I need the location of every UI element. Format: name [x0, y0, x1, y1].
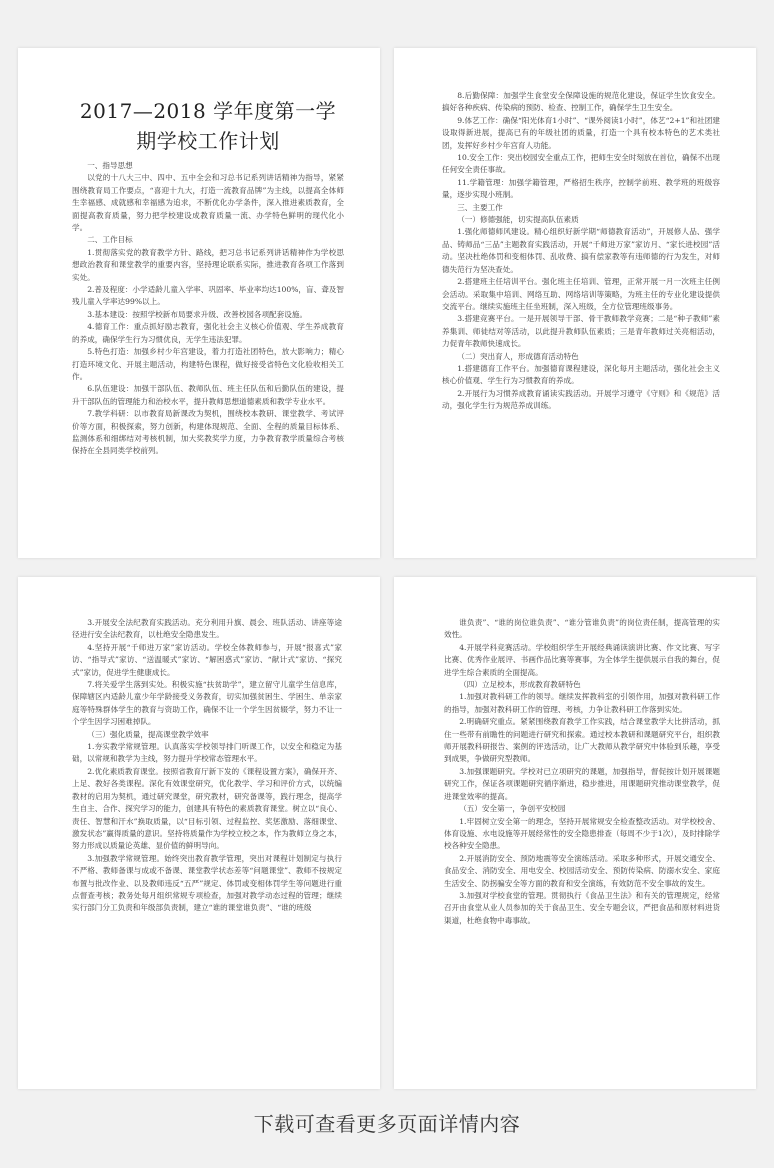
page-body: [444, 617, 720, 927]
paragraph: 1.搭建德育工作平台。加强德育课程建设，深化每月主题活动，强化社会主义核心价值观、学生行为习惯教育的养成。: [442, 363, 720, 386]
paragraph: 11.学籍管理：加强学籍管理，严格招生秩序，控制学前班、教学班的班级容量，逐步实现小班制。: [442, 177, 720, 200]
paragraph: 谁负责”、“谁的岗位谁负责”、“谁分管谁负责”的岗位责任制，提高管理的实效性。: [444, 618, 720, 640]
paragraph: 3.加强教学常规管理。始终突出教育教学管理，突出对课程计划制定与执行不严格、教师备课与成或不备课、课堂教学状态差等“问题课堂”、教师不按规定布置与批改作业、以及教师违反“五严”规定、体罚或变相体罚学生等问题进行重点督查考核；教务处每月组织常规专项检查，加强对教学动态过程的管理；继续实行部门分工负责和年级部负责制，建立“谁的课堂谁负责”、“谁的班级: [72, 853, 342, 913]
paragraph: 2.普及程度：小学适龄儿童入学率、巩固率、毕业率均达100%，盲、聋及智残儿童入学率达99%以上。: [72, 285, 344, 307]
document-title: [72, 96, 344, 156]
paragraph: 3.加强对学校食堂的管理。贯彻执行《食品卫生法》和有关的管理规定，经常召开由食堂从业人员参加的关于食品卫生、安全专题会议，严把食品和原材料进货渠道，杜绝食物中毒事故。: [444, 890, 720, 925]
document-title-line-1: 2017—2018 学年度第一学: [79, 99, 337, 123]
paragraph: 2.开展消防安全、预防地震等安全演练活动。采取多种形式，开展交通安全、食品安全、消防安全、用电安全、校园活动安全、预防传染病、防溺水安全、家庭生活安全、防拐骗安全等方面的教育和安全演练，有效防范不安全事故的发生。: [444, 853, 720, 888]
document-page-3: [18, 577, 380, 1089]
paragraph: （四）立足校本，形成教育教研特色: [459, 680, 581, 690]
paragraph: （三）强化质量，提高课堂教学效率: [87, 729, 209, 739]
paragraph: 5.特色打造：加强乡村少年宫建设，着力打造社团特色，放大影响力；精心打造环境文化、开展主题活动，构建特色课程，做好接受省特色文化验收相关工作。: [72, 347, 344, 381]
paragraph: 4.开展学科竞赛活动。学校组织学生开展经典诵读演讲比赛、作文比赛、写字比赛、优秀作业展评、书画作品比赛等赛事，为全体学生提供展示自我的舞台，促进学生综合素质的全面提高。: [444, 642, 720, 677]
paragraph: 3.基本建设：按照学校新布局要求升级、改善校园各项配套设施。: [87, 309, 308, 319]
paragraph: 1.牢固树立安全第一的理念，坚持开展常规安全检查整改活动。对学校校舍、体育设施、水电设施等开展经常性的安全隐患排查（每周不少于1次），及时排除学校各种安全隐患。: [444, 816, 720, 851]
paragraph: 2.开展行为习惯养成教育诵读实践活动。开展学习遵守《守则》和《规范》活动，强化学生行为规范养成训练。: [442, 388, 720, 411]
paragraph: 以党的十八大三中、四中、五中全会和习总书记系列讲话精神为指导，紧紧围绕教育局工作要点，“喜迎十九大，打造一流教育品牌”为主线，以提高全体师生幸福感、成就感和幸福感为追求，不断优化办学条件，深入推进素质教育，全面提高教育质量，努力把学校建设成教育质量一流、办学特色鲜明的现代化小学。: [72, 173, 344, 233]
paragraph: 三、主要工作: [457, 202, 503, 212]
page-body: [442, 90, 720, 413]
paragraph: 1.贯彻落实党的教育教学方针、路线，把习总书记系列讲话精神作为学校思想政治教育和课堂教学的重要内容，坚持理论联系实际，推进教育各项工作落到实处。: [72, 247, 344, 282]
document-title-line-2: 期学校工作计划: [136, 129, 280, 153]
paragraph: 8.后勤保障：加强学生食堂安全保障设施的规范化建设，保证学生饮食安全。搞好各种疾病、传染病的预防、检查、控制工作，确保学生卫生安全。: [442, 91, 720, 113]
paragraph: 3.加强课题研究。学校对已立项研究的课题，加强指导，督促按计划开展课题研究工作，保证各项课题研究循序渐进，稳步推进，用课题研究推动课堂教学，促进课堂效率的提高。: [444, 766, 720, 801]
paragraph: 7.将关爱学生落到实处。积极实施“扶贫助学”，建立留守儿童学生信息库，保障辖区内适龄儿童少年学龄接受义务教育，切实加强贫困生、学困生、单亲家庭等特殊群体学生的教育与资助工作，确保不让一个学生因贫辍学，努力不让一个学生因学习困难掉队。: [72, 680, 342, 727]
paragraph: 1.加强对教科研工作的领导。继续发挥教科室的引领作用，加强对教科研工作的指导，加强对教科研工作的管理、考核，力争让教科研工作落到实处。: [444, 692, 720, 714]
page-body: [72, 617, 342, 915]
document-page-4: [394, 577, 756, 1089]
paragraph: 一、指导思想: [87, 161, 133, 170]
paragraph: 1.夯实教学常规管理。认真落实学校领导排门听课工作，以安全和稳定为基础，以常规和教学为主线，努力提升学校常态管理水平。: [72, 742, 342, 764]
document-page-1: [18, 48, 380, 558]
paragraph: 2.明确研究重点。紧紧围绕教育教学工作实践，结合课堂教学大比拼活动，抓住一些带有前瞻性的问题进行研究和探索。通过校本教研和课题研究平台，组织教师开展教科研报告、案例的评选活动，让广大教师从教学研究中体验到乐趣，享受到成果，争做研究型教师。: [444, 717, 720, 764]
paragraph: 3.开展安全法纪教育实践活动。充分利用升旗、晨会、班队活动、讲座等途径进行安全法纪教育，以杜绝安全隐患发生。: [72, 618, 342, 640]
paragraph: 二、工作目标: [87, 235, 133, 245]
paragraph: 1.强化师德师风建设。精心组织好新学期“师德教育活动”，开展修人品、强学品、铸师品“三品”主题教育实践活动，开展“千师进万家”家访月、“家长进校园”活动。坚决杜绝体罚和变相体罚、乱收费、搞有偿家教等有违师德的行为发生，对师德失范行为坚决查处。: [442, 227, 720, 274]
paragraph: 4.德育工作：重点抓好励志教育，强化社会主义核心价值观、学生养成教育的养成，确保学生行为习惯优良，无学生违法犯罪。: [72, 322, 344, 344]
paragraph: 2.搭建班主任培训平台。强化班主任培训、管理，正常开展一月一次班主任例会活动。采取集中培训、网络互助、网络培训等策略，为班主任的专业化建设提供交流平台。继续实施班主任坐班制，深入班级，全方位管理班级事务。: [442, 277, 720, 311]
paragraph: （一）修德强能，切实提高队伍素质: [457, 215, 579, 225]
paragraph: 6.队伍建设：加强干部队伍、教师队伍、班主任队伍和后勤队伍的建设，提升干部队伍的管理能力和治校水平，提升教师思想道德素质和教学专业水平。: [72, 384, 344, 406]
paragraph: 4.坚持开展“千师进万家”家访活动。学校全体教师参与，开展“报喜式”家访、“指导式”家访、“送温暖式”家访、“解困惑式”家访、“献计式”家访、“探究式”家访，促进学生健康成长。: [72, 642, 342, 677]
paragraph: （五）安全第一，争创平安校园: [459, 804, 566, 814]
document-page-2: [394, 48, 756, 558]
more-pages-caption: 下载可查看更多页面详情内容: [253, 1112, 521, 1136]
page-body: [72, 160, 344, 458]
paragraph: 7.教学科研：以市教育局新课改为契机，围绕校本教研、课堂教学、考试评价等方面，积极探索，努力创新，构建体现规范、全面、全程的质量目标体系、监测体系和细绑结对考核机制，加大奖教奖学力度，力争教育教学质量综合考核保持在全县同类学校前列。: [72, 409, 344, 456]
paragraph: 10.安全工作：突出校园安全重点工作，把师生安全时刻放在首位，确保不出现任何安全责任事故。: [442, 153, 720, 175]
paragraph: 2.优化素质教育课堂。按照省教育厅新下发的《课程设置方案》，确保开齐、上足、教好各类课程。深化有效课堂研究，优化教学、学习和评价方式，以统编教材的启用为契机，通过研究课堂，研究教材，研究备课等，践行理念，提高学生自主、合作、探究学习的能力，创建具有特色的素质教育课堂。树立以“良心、责任、智慧和汗水”换取质量，以“目标引领、过程监控、奖惩激励、落细课堂、激发状态”赢得质量的意识。坚持将质量作为学校立校之本，作为教师立身之本，努力形成以质量论英雄、显价值的鲜明导向。: [72, 766, 342, 851]
paragraph: （二）突出育人，形成德育活动特色: [457, 351, 579, 361]
paragraph: 9.体艺工作：确保“阳光体育1小时”、“课外阅读1小时”，体艺“2+1”和社团建设取得新进展，提高已有的年级社团的质量，打造一个具有校本特色的艺术类社团，发挥好乡村少年宫育人功能。: [442, 115, 720, 150]
paragraph: 3.搭建竞赛平台。一是开展领导干部、骨干教师教学竞赛；二是“种子教师”素养集训、师徒结对等活动，以此提升教师队伍素质；三是青年教师过关亮相活动，力促青年教师快速成长。: [442, 314, 720, 349]
